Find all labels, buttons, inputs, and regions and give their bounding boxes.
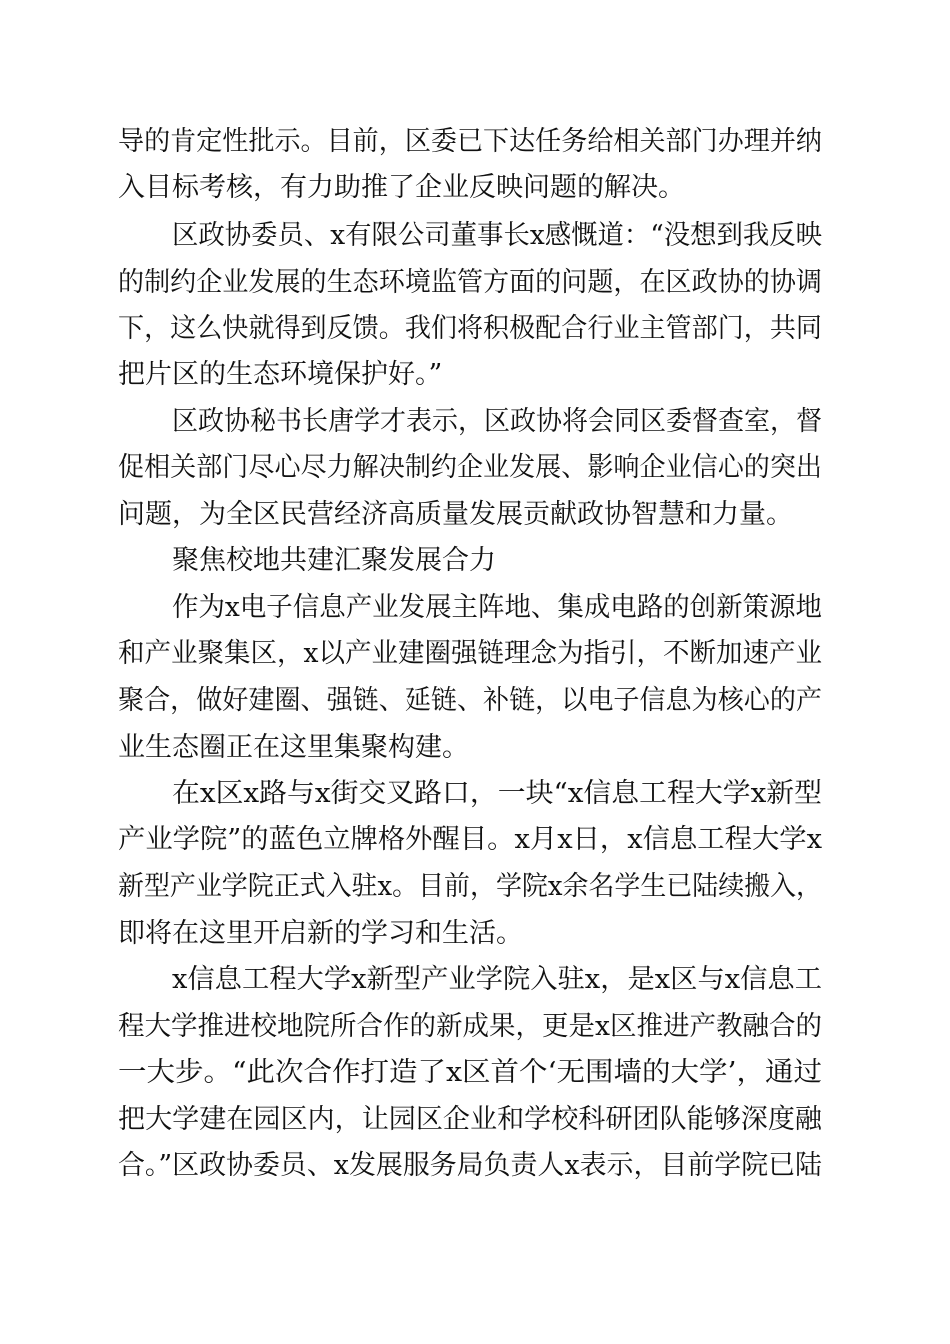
text-line bbox=[0, 914, 950, 954]
section-heading bbox=[0, 541, 950, 581]
text-line-content: 聚合，做好建圈、强链、延链、补链，以电子信息为核心的产 bbox=[118, 685, 822, 716]
text-line bbox=[0, 820, 950, 860]
paragraph-first-line bbox=[0, 774, 950, 814]
text-line bbox=[0, 728, 950, 768]
paragraph-first-line bbox=[0, 216, 950, 256]
text-line-content: 导的肯定性批示。目前，区委已下达任务给相关部门办理并纳 bbox=[118, 126, 822, 157]
text-line bbox=[0, 1053, 950, 1093]
text-line-content: 作为x电子信息产业发展主阵地、集成电路的创新策源地 bbox=[172, 592, 822, 623]
text-line bbox=[0, 681, 950, 721]
text-line-content: 程大学推进校地院所合作的新成果，更是x区推进产教融合的 bbox=[118, 1011, 822, 1042]
text-line-content: 一大步。“此次合作打造了x区首个‘无围墙的大学’，通过 bbox=[118, 1057, 823, 1088]
text-line-content: 合。”区政协委员、x发展服务局负责人x表示，目前学院已陆 bbox=[118, 1150, 822, 1181]
text-line-content: 新型产业学院正式入驻x。目前，学院x余名学生已陆续搬入， bbox=[118, 871, 822, 902]
text-line bbox=[0, 1146, 950, 1186]
text-line-content: 的制约企业发展的生态环境监管方面的问题，在区政协的协调 bbox=[118, 267, 822, 298]
text-line-content: 产业学院”的蓝色立牌格外醒目。x月x日，x信息工程大学x bbox=[118, 824, 822, 855]
text-line-content: 把大学建在园区内，让园区企业和学校科研团队能够深度融 bbox=[118, 1104, 822, 1135]
text-line-content: 和产业聚集区，x以产业建圈强链理念为指引，不断加速产业 bbox=[118, 638, 822, 669]
text-line-content: 区政协秘书长唐学才表示，区政协将会同区委督查室，督 bbox=[172, 406, 822, 437]
text-line-content: 把片区的生态环境保护好。” bbox=[118, 359, 443, 390]
paragraph-first-line bbox=[0, 588, 950, 628]
text-line-content: 促相关部门尽心尽力解决制约企业发展、影响企业信心的突出 bbox=[118, 452, 822, 483]
text-line-content: 入目标考核，有力助推了企业反映问题的解决。 bbox=[118, 172, 685, 203]
text-line bbox=[0, 263, 950, 303]
text-line bbox=[0, 122, 950, 162]
text-line bbox=[0, 355, 950, 395]
text-line bbox=[0, 168, 950, 208]
text-line-content: 在x区x路与x街交叉路口，一块“x信息工程大学x新型 bbox=[172, 778, 822, 809]
text-line bbox=[0, 867, 950, 907]
text-line-content: 区政协委员、x有限公司董事长x感慨道：“没想到我反映 bbox=[172, 220, 822, 251]
paragraph-first-line bbox=[0, 402, 950, 442]
text-line-content: 问题，为全区民营经济高质量发展贡献政协智慧和力量。 bbox=[118, 499, 793, 530]
text-line bbox=[0, 634, 950, 674]
text-line bbox=[0, 309, 950, 349]
section-heading-text: 聚焦校地共建汇聚发展合力 bbox=[172, 545, 496, 576]
text-line-content: 即将在这里开启新的学习和生活。 bbox=[118, 918, 523, 949]
text-line-content: 业生态圈正在这里集聚构建。 bbox=[118, 732, 469, 763]
text-line bbox=[0, 495, 950, 535]
text-line bbox=[0, 1100, 950, 1140]
paragraph-first-line bbox=[0, 960, 950, 1000]
text-line-content: x信息工程大学x新型产业学院入驻x，是x区与x信息工 bbox=[172, 964, 822, 995]
text-line-content: 下，这么快就得到反馈。我们将积极配合行业主管部门，共同 bbox=[118, 313, 822, 344]
text-line bbox=[0, 448, 950, 488]
text-line bbox=[0, 1007, 950, 1047]
